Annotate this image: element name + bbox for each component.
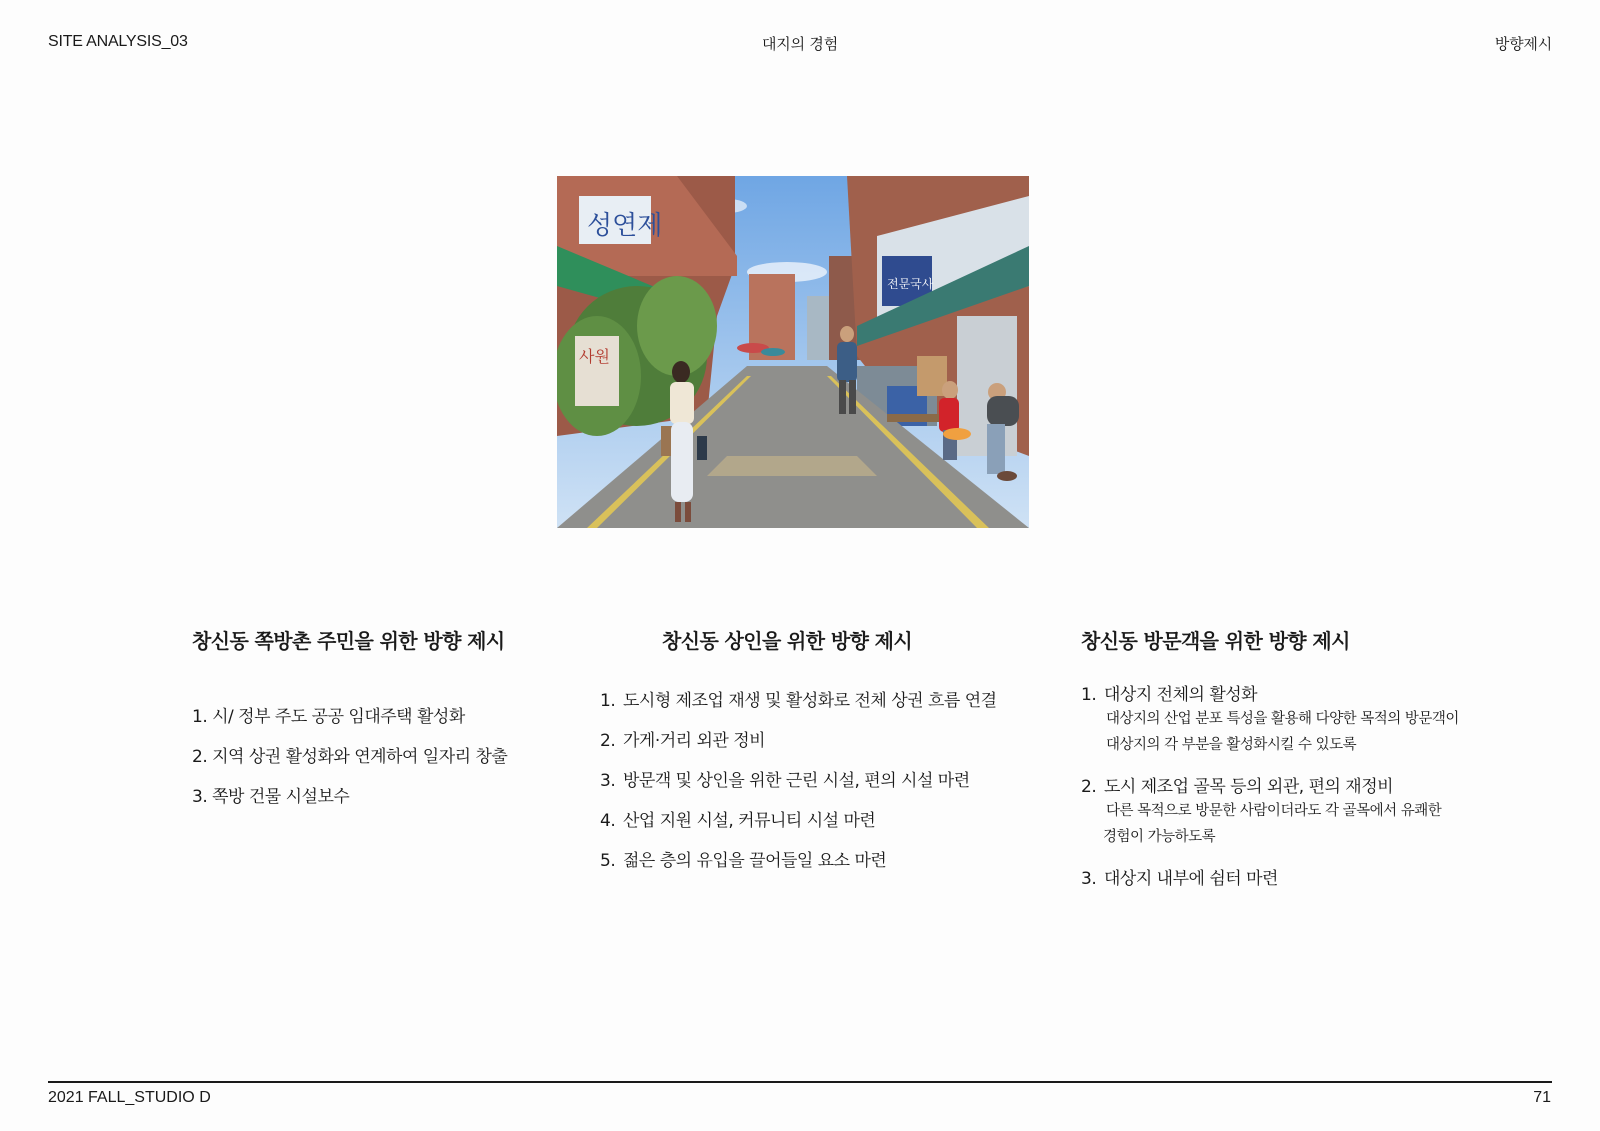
list-item-number: 1. [600, 691, 616, 711]
page-number: 71 [1533, 1089, 1551, 1106]
list-item-text: 대상지 내부에 쉼터 마련 [1104, 869, 1278, 889]
list-item-text: 도시 제조업 골목 등의 외관, 편의 재정비 [1104, 777, 1394, 797]
visitors-direction-title: 창신동 방문객을 위한 방향 제시 [1081, 629, 1350, 653]
list-item-text: 대상지 전체의 활성화 [1104, 685, 1258, 705]
header-section-label: SITE ANALYSIS_03 [48, 33, 188, 50]
list-item [1081, 772, 1511, 850]
footer-divider [48, 1081, 1552, 1083]
merchants-direction-title: 창신동 상인을 위한 방향 제시 [662, 629, 913, 653]
residents-direction-title: 창신동 쪽방촌 주민을 위한 방향 제시 [192, 629, 505, 653]
list-item [1081, 680, 1511, 758]
list-item-number: 3. [600, 771, 616, 791]
merchants-direction-column [600, 625, 1020, 886]
list-item [600, 846, 1020, 886]
footer-course-label: 2021 FALL_STUDIO D [48, 1089, 211, 1106]
list-item-number: 5. [600, 851, 616, 871]
list-item-number: 4. [600, 811, 616, 831]
list-item-detail: 대상지의 산업 분포 특성을 활용해 다양한 목적의 방문객이 [1106, 711, 1459, 727]
list-item [600, 726, 1020, 766]
list-item-number: 3. [1081, 869, 1097, 889]
sign-left2-text: 사원 [579, 347, 610, 366]
list-item [600, 806, 1020, 846]
list-item: 3. 쪽방 건물 시설보수 [192, 787, 350, 807]
sign-left-text: 성연제 [587, 211, 663, 241]
header-title: 대지의 경험 [761, 35, 839, 53]
street-market-photo [557, 176, 1029, 528]
list-item: 2. 지역 상권 활성화와 연계하여 일자리 창출 [192, 747, 508, 767]
list-item-text: 젊은 층의 유입을 끌어들일 요소 마련 [623, 851, 887, 871]
list-item-detail: 경험이 가능하도록 [1103, 829, 1216, 845]
list-item-detail: 다른 목적으로 방문한 사람이더라도 각 골목에서 유쾌한 [1106, 803, 1442, 819]
list-item-number: 1. [1081, 685, 1097, 705]
list-item-text: 방문객 및 상인을 위한 근린 시설, 편의 시설 마련 [623, 771, 970, 791]
list-item [600, 686, 1020, 726]
sign-right-text: 전문국사 [887, 277, 934, 291]
list-item-number: 2. [1081, 777, 1097, 797]
list-item [600, 766, 1020, 806]
residents-direction-column [192, 625, 552, 822]
list-item [1081, 864, 1511, 890]
list-item: 1. 시/ 정부 주도 공공 임대주택 활성화 [192, 707, 465, 727]
list-item-detail: 대상지의 각 부분을 활성화시킬 수 있도록 [1106, 737, 1357, 753]
list-item-text: 가게·거리 외관 정비 [623, 731, 766, 751]
list-item-text: 도시형 제조업 재생 및 활성화로 전체 상권 흐름 연결 [623, 691, 997, 711]
list-item-number: 2. [600, 731, 616, 751]
visitors-direction-column [1081, 625, 1511, 904]
list-item-text: 산업 지원 시설, 커뮤니티 시설 마련 [623, 811, 876, 831]
header-subtitle: 방향제시 [1494, 35, 1552, 53]
